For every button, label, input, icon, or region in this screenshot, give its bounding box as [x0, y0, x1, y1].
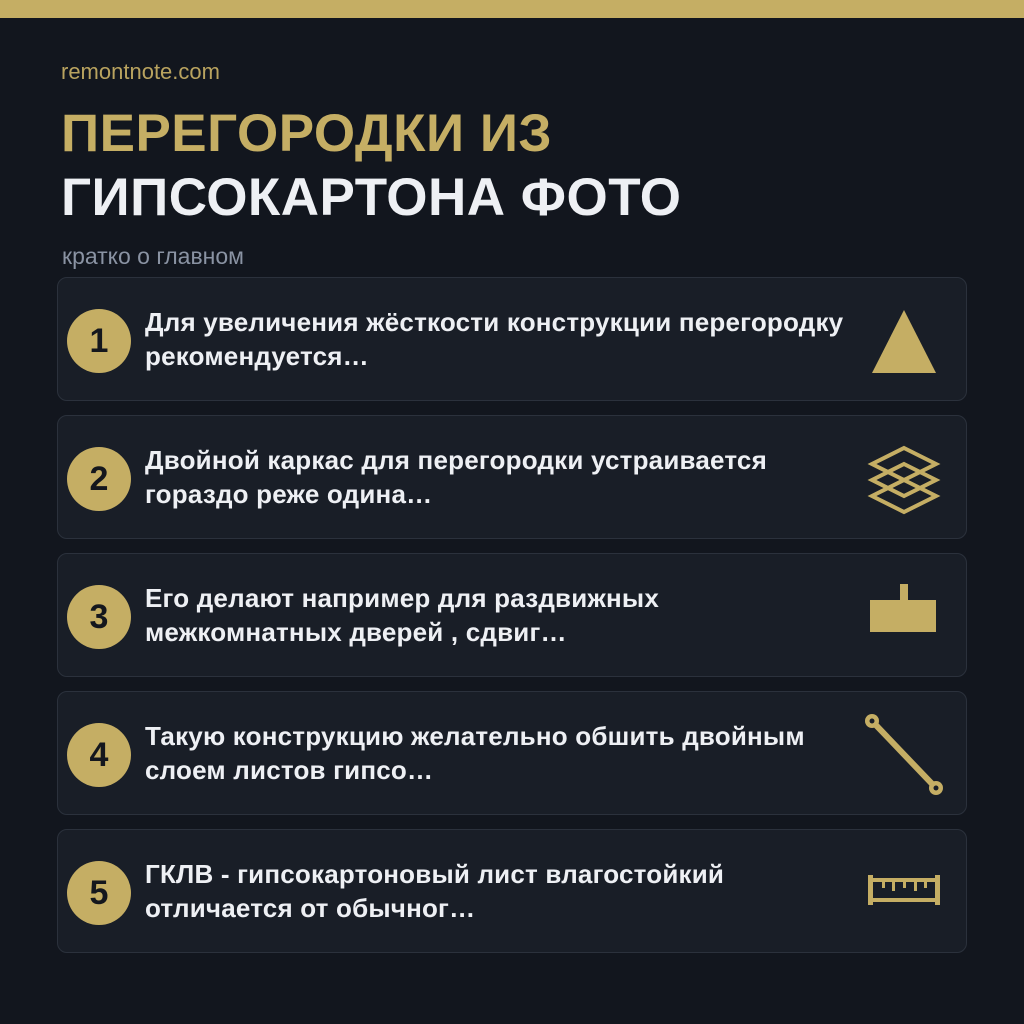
number-badge-2: 2 [67, 447, 131, 511]
list-item-2 [57, 415, 967, 539]
site-name: remontnote.com [61, 59, 220, 84]
item-text-1: Для увеличения жёсткости конструкции перегородку рекомендуется… [145, 307, 844, 371]
item-text-2: Двойной каркас для перегородки устраивается гораздо реже одина… [145, 445, 767, 509]
ruler-icon [858, 850, 950, 934]
number-badge-3: 3 [67, 585, 131, 649]
number-badge-5: 5 [67, 861, 131, 925]
top-accent-bar [0, 0, 1024, 18]
number-badge-1: 1 [67, 309, 131, 373]
triangle-icon [858, 298, 950, 382]
list-item-1 [57, 277, 967, 401]
list-item-3 [57, 553, 967, 677]
page-title-line-1: ПЕРЕГОРОДКИ ИЗ [61, 104, 553, 163]
item-text-3: Его делают например для раздвижных межкомнатных дверей , сдвиг… [145, 583, 659, 647]
page-subtitle: кратко о главном [62, 243, 244, 269]
level-block-icon [858, 574, 950, 658]
list-item-5 [57, 829, 967, 953]
layers-icon [858, 436, 950, 520]
item-text-5: ГКЛВ - гипсокартоновый лист влагостойкий отличается от обычног… [145, 859, 725, 923]
number-badge-4: 4 [67, 723, 131, 787]
wrench-icon [858, 712, 950, 796]
list-item-4 [57, 691, 967, 815]
item-text-4: Такую конструкцию желательно обшить двойным слоем листов гипсо… [145, 721, 805, 785]
page-title-line-2: ГИПСОКАРТОНА ФОТО [61, 168, 682, 227]
